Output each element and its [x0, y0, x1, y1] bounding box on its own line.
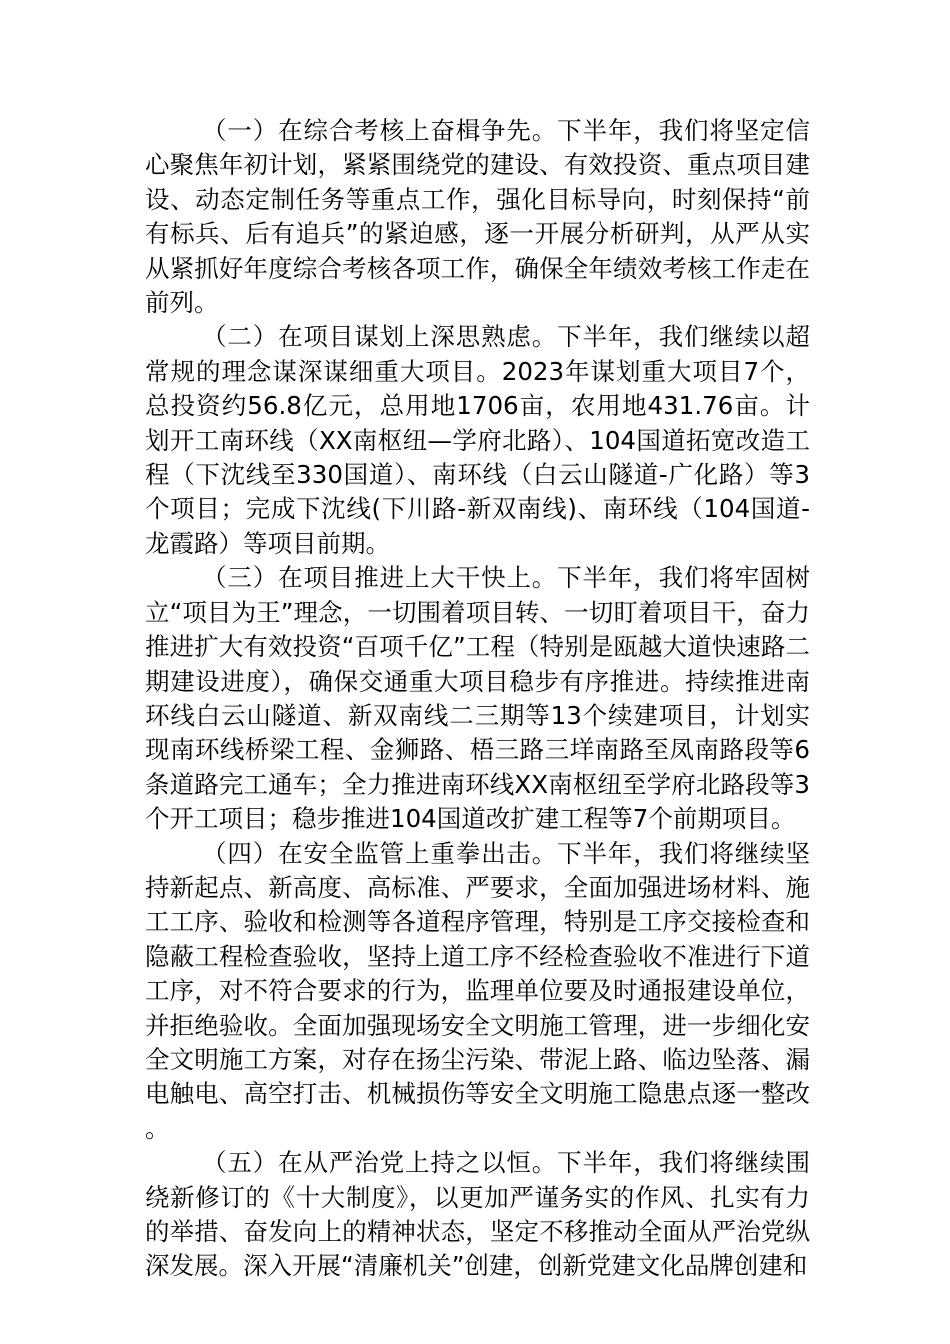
paragraph-2-project-planning: （二）在项目谋划上深思熟虑。下半年，我们继续以超常规的理念谋深谋细重大项目。2023年谋划重大项目7个，总投资约56.8亿元，总用地1706亩，农用地431.76亩。计划开工南环线（XX南枢纽—学府北路）、104国道拓宽改造工程（下沈线至330国道）、南环线（白云山隧道-广化路）等3个项目；完成下沈线(下川路-新双南线)、南环线（104国道-龙霞路）等项目前期。 — [145, 322, 810, 558]
paragraph-5-party-governance: （五）在从严治党上持之以恒。下半年，我们将继续围绕新修订的《十大制度》，以更加严谨务实的作风、扎实有力的举措、奋发向上的精神状态，坚定不移推动全面从严治党纵深发展。深入开展“清廉机关”创建，创新党建文化品牌创建和 — [145, 1148, 810, 1281]
paragraph-4-safety-supervision: （四）在安全监管上重拳出击。下半年，我们将继续坚持新起点、新高度、高标准、严要求，全面加强进场材料、施工工序、验收和检测等各道程序管理，特别是工序交接检查和隐蔽工程检查验收，坚持上道工序不经检查验收不准进行下道工序，对不符合要求的行为，监理单位要及时通报建设单位，并拒绝验收。全面加强现场安全文明施工管理，进一步细化安全文明施工方案，对存在扬尘污染、带泥上路、临边坠落、漏电触电、高空打击、机械损伤等安全文明施工隐患点逐一整改。 — [145, 838, 810, 1143]
document-body — [145, 114, 810, 1284]
paragraph-1-performance-assessment: （一）在综合考核上奋楫争先。下半年，我们将坚定信心聚焦年初计划，紧紧围绕党的建设、有效投资、重点项目建设、动态定制任务等重点工作，强化目标导向，时刻保持“前有标兵、后有追兵”的紧迫感，逐一开展分析研判，从严从实从紧抓好年度综合考核各项工作，确保全年绩效考核工作走在前列。 — [145, 116, 810, 318]
paragraph-3-project-advancement: （三）在项目推进上大干快上。下半年，我们将牢固树立“项目为王”理念，一切围着项目转、一切盯着项目干，奋力推进扩大有效投资“百项千亿”工程（特别是瓯越大道快速路二期建设进度），确保交通重大项目稳步有序推进。持续推进南环线白云山隧道、新双南线二三期等13个续建项目，计划实现南环线桥梁工程、金狮路、梧三路三垟南路至凤南路段等6条道路完工通车；全力推进南环线XX南枢纽至学府北路段等3个开工项目；稳步推进104国道改扩建工程等7个前期项目。 — [145, 563, 810, 834]
